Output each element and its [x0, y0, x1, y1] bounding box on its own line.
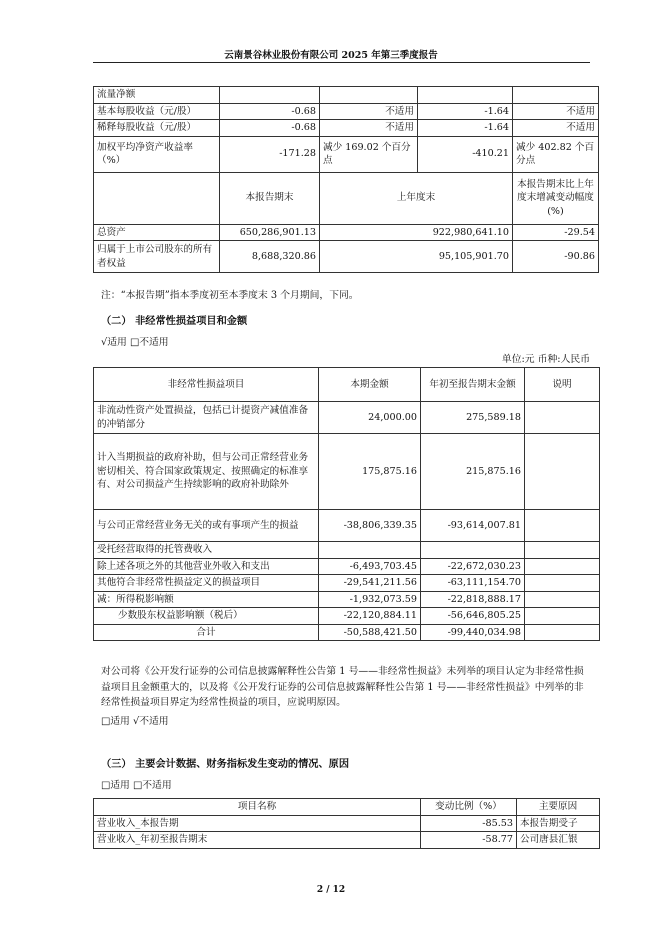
cell — [525, 624, 600, 641]
cell: -0.68 — [220, 103, 320, 120]
cell — [513, 87, 599, 104]
table-row — [94, 832, 600, 849]
cell: 公司唐县汇银 — [517, 832, 600, 849]
cell: 95,105,901.70 — [320, 241, 513, 273]
page-number: 2 / 12 — [316, 885, 346, 895]
cell: -63,111,154.70 — [421, 575, 525, 592]
table-row — [94, 558, 600, 575]
table-row — [94, 103, 599, 120]
header-rule — [93, 62, 590, 63]
cell: 不适用 — [513, 120, 599, 137]
row-label: 归属于上市公司股东的所有者权益 — [94, 241, 220, 273]
row-label: 稀释每股收益（元/股） — [94, 120, 220, 137]
cell — [525, 575, 600, 592]
table-row — [94, 608, 600, 625]
cell — [525, 542, 600, 559]
column-header: 年初至报告期末金额 — [421, 368, 525, 402]
item-cell: 减：所得税影响额 — [94, 591, 319, 608]
document-header: 云南景谷林业股份有限公司 2025 年第三季度报告 — [224, 50, 438, 61]
row-label: 加权平均净资产收益率（%） — [94, 136, 220, 172]
cell: -93,614,007.81 — [421, 510, 525, 542]
section-2-applicability: √适用 □不适用 — [101, 337, 169, 348]
cell: -99,440,034.98 — [421, 624, 525, 641]
cell: 922,980,641.10 — [320, 224, 513, 241]
table-row — [94, 402, 600, 434]
table-row — [94, 87, 599, 104]
cell — [220, 87, 320, 104]
row-label: 基本每股收益（元/股） — [94, 103, 220, 120]
column-header: 非经常性损益项目 — [94, 368, 319, 402]
cell: 650,286,901.13 — [220, 224, 320, 241]
item-cell: 非流动性资产处置损益，包括已计提资产减值准备的冲销部分 — [94, 402, 319, 434]
cell: 减少 169.02 个百分点 — [320, 136, 418, 172]
table-header-row — [94, 799, 600, 816]
cell: -38,806,339.35 — [319, 510, 421, 542]
item-cell: 受托经营取得的托管费收入 — [94, 542, 319, 559]
table-row — [94, 224, 599, 241]
cell: -1.64 — [418, 120, 513, 137]
cell — [525, 402, 600, 434]
cell: -171.28 — [220, 136, 320, 172]
key-financial-data-table — [93, 86, 599, 273]
table-total-row — [94, 624, 600, 641]
cell: 275,589.18 — [421, 402, 525, 434]
item-cell: 少数股东权益影响额（税后） — [94, 608, 319, 625]
cell: 不适用 — [513, 103, 599, 120]
cell — [525, 558, 600, 575]
changes-table — [93, 798, 600, 849]
non-recurring-items-table — [93, 367, 600, 641]
item-cell: 除上述各项之外的其他营业外收入和支出 — [94, 558, 319, 575]
table-row — [94, 241, 599, 273]
explanatory-paragraph: 对公司将《公开发行证券的公司信息披露解释性公告第 1 号——非经常性损益》未列举的项目认定为非经常性损益项目且金额重大的，以及将《公开发行证券的公司信息披露解释性公告第 1 号——非经常性损益》中列举的非经常性损益项目界定为经常性损益的项目，应说明原因。 — [101, 666, 584, 708]
table-row — [94, 542, 600, 559]
table-header-row — [94, 172, 599, 224]
cell: 8,688,320.86 — [220, 241, 320, 273]
table-row — [94, 815, 600, 832]
cell: -22,672,030.23 — [421, 558, 525, 575]
column-header: 说明 — [525, 368, 600, 402]
column-header: 上年度末 — [320, 172, 513, 224]
cell: 24,000.00 — [319, 402, 421, 434]
cell: -50,588,421.50 — [319, 624, 421, 641]
table-row — [94, 136, 599, 172]
cell: -6,493,703.45 — [319, 558, 421, 575]
cell: -22,818,888.17 — [421, 591, 525, 608]
item-cell: 营业收入_年初至报告期末 — [94, 832, 421, 849]
cell — [319, 542, 421, 559]
table-header-row — [94, 368, 600, 402]
section-3-applicability: □适用 □不适用 — [101, 780, 172, 791]
cell: 减少 402.82 个百分点 — [513, 136, 599, 172]
column-header: 本报告期末 — [220, 172, 320, 224]
cell: 不适用 — [320, 103, 418, 120]
section-3-title: （三） 主要会计数据、财务指标发生变动的情况、原因 — [101, 758, 350, 770]
table-row — [94, 120, 599, 137]
table-row — [94, 434, 600, 510]
cell: 215,875.16 — [421, 434, 525, 510]
cell — [525, 608, 600, 625]
cell — [525, 591, 600, 608]
table-row — [94, 510, 600, 542]
cell: 本报告期受子 — [517, 815, 600, 832]
cell — [418, 87, 513, 104]
column-header: 主要原因 — [517, 799, 600, 816]
item-cell: 营业收入_本报告期 — [94, 815, 421, 832]
section-2-title: （二） 非经常性损益项目和金额 — [101, 315, 248, 327]
paragraph-applicability: □适用 √不适用 — [101, 716, 169, 727]
row-label: 流量净额 — [94, 87, 220, 104]
cell — [525, 434, 600, 510]
cell: -29,541,211.56 — [319, 575, 421, 592]
cell — [525, 510, 600, 542]
cell: -85.53 — [421, 815, 517, 832]
cell: 不适用 — [320, 120, 418, 137]
cell: -22,120,884.11 — [319, 608, 421, 625]
item-cell: 计入当期损益的政府补助，但与公司正常经营业务密切相关、符合国家政策规定、按照确定的标准享有、对公司损益产生持续影响的政府补助除外 — [94, 434, 319, 510]
item-cell: 其他符合非经常性损益定义的损益项目 — [94, 575, 319, 592]
cell — [421, 542, 525, 559]
cell: -56,646,805.25 — [421, 608, 525, 625]
cell — [320, 87, 418, 104]
cell: -1,932,073.59 — [319, 591, 421, 608]
unit-currency-label: 单位:元 币种:人民币 — [501, 354, 590, 365]
cell: -1.64 — [418, 103, 513, 120]
cell — [94, 172, 220, 224]
cell: -58.77 — [421, 832, 517, 849]
table-row — [94, 575, 600, 592]
table-note: 注：“本报告期”指本季度初至本季度末 3 个月期间，下同。 — [101, 290, 359, 301]
table-row — [94, 591, 600, 608]
cell: -410.21 — [418, 136, 513, 172]
cell: -29.54 — [513, 224, 599, 241]
column-header: 变动比例（%） — [421, 799, 517, 816]
item-cell: 与公司正常经营业务无关的或有事项产生的损益 — [94, 510, 319, 542]
column-header: 项目名称 — [94, 799, 421, 816]
total-label: 合计 — [94, 624, 319, 641]
cell: -0.68 — [220, 120, 320, 137]
row-label: 总资产 — [94, 224, 220, 241]
cell: 175,875.16 — [319, 434, 421, 510]
cell: -90.86 — [513, 241, 599, 273]
column-header: 本报告期末比上年度末增减变动幅度(%) — [513, 172, 599, 224]
column-header: 本期金额 — [319, 368, 421, 402]
